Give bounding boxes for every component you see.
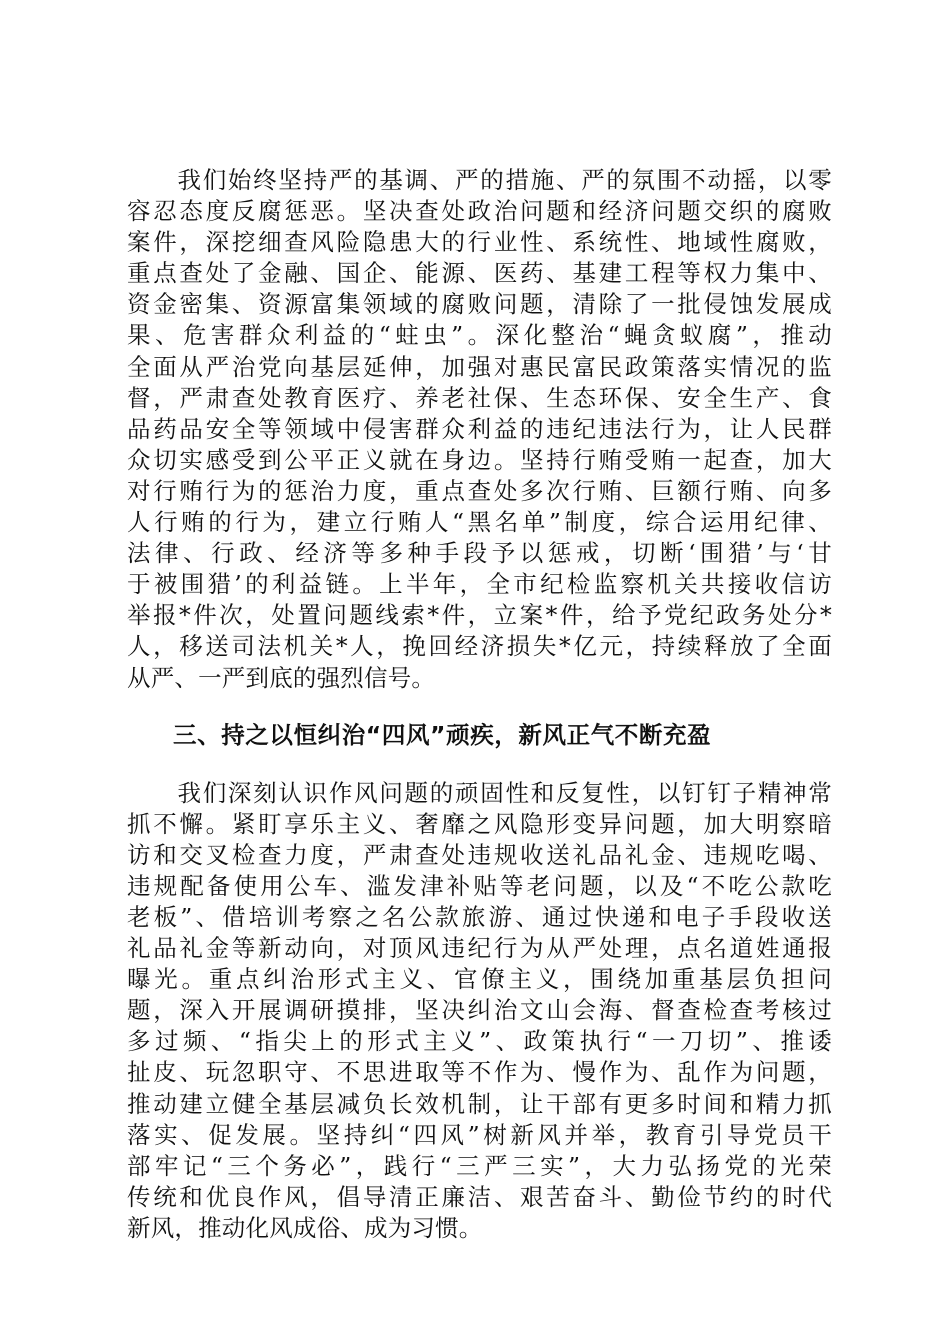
text-line: 品药品安全等领域中侵害群众利益的违纪违法行为，让人民群 <box>127 414 832 443</box>
text-line: 督，严肃查处教育医疗、养老社保、生态环保、安全生产、食 <box>127 383 832 412</box>
text-line: 案件，深挖细查风险隐患大的行业性、系统性、地域性腐败， <box>127 228 832 257</box>
text-line: 举报*件次，处置问题线索*件，立案*件，给予党纪政务处分* <box>127 601 832 630</box>
text-line: 推动建立健全基层减负长效机制，让干部有更多时间和精力抓 <box>127 1089 832 1118</box>
text-line: 传统和优良作风，倡导清正廉洁、艰苦奋斗、勤俭节约的时代 <box>127 1182 832 1211</box>
text-line: 礼品礼金等新动向，对顶风违纪行为从严处理，点名道姓通报 <box>127 934 832 963</box>
text-line: 我们始终坚持严的基调、严的措施、严的氛围不动摇，以零 <box>127 166 832 194</box>
document-body <box>127 165 832 1244</box>
text-line: 容忍态度反腐惩恶。坚决查处政治问题和经济问题交织的腐败 <box>127 197 832 226</box>
text-line: 违规配备使用公车、滥发津补贴等老问题，以及“不吃公款吃 <box>127 871 832 900</box>
text-line: 众切实感受到公平正义就在身边。坚持行贿受贿一起查，加大 <box>127 445 832 474</box>
text-line: 人行贿的行为，建立行贿人“黑名单”制度，综合运用纪律、 <box>127 508 832 537</box>
text-line: 果、危害群众利益的“蛀虫”。深化整治“蝇贪蚁腐”，推动 <box>127 321 832 350</box>
text-line: 曝光。重点纠治形式主义、官僚主义，围绕加重基层负担问 <box>127 965 832 994</box>
text-line: 从严、一严到底的强烈信号。 <box>127 663 436 692</box>
text-line: 新风，推动化风成俗、成为习惯。 <box>127 1213 483 1242</box>
section-heading: 三、持之以恒纠治“四风”顽疾，新风正气不断充盈 <box>173 720 712 749</box>
text-line: 抓不懈。紧盯享乐主义、奢靡之风隐形变异问题，加大明察暗 <box>127 809 832 838</box>
paragraph-anti-corruption <box>127 165 832 694</box>
text-line: 对行贿行为的惩治力度，重点查处多次行贿、巨额行贿、向多 <box>127 476 832 505</box>
text-line: 扯皮、玩忽职守、不思进取等不作为、慢作为、乱作为问题， <box>127 1058 832 1087</box>
text-line: 全面从严治党向基层延伸，加强对惠民富民政策落实情况的监 <box>127 352 832 381</box>
text-line: 人，移送司法机关*人，挽回经济损失*亿元，持续释放了全面 <box>127 632 832 661</box>
text-line: 老板”、借培训考察之名公款旅游、通过快递和电子手段收送 <box>127 902 832 931</box>
text-line: 落实、促发展。坚持纠“四风”树新风并举，教育引导党员干 <box>127 1120 832 1149</box>
text-line: 部牢记“三个务必”，践行“三严三实”，大力弘扬党的光荣 <box>127 1151 832 1180</box>
text-line: 我们深刻认识作风问题的顽固性和反复性，以钉钉子精神常 <box>127 778 832 807</box>
text-line: 法律、行政、经济等多种手段予以惩戒，切断‘围猎’与‘甘 <box>127 539 832 568</box>
text-line: 资金密集、资源富集领域的腐败问题，清除了一批侵蚀发展成 <box>127 290 832 319</box>
text-line: 重点查处了金融、国企、能源、医药、基建工程等权力集中、 <box>127 259 832 288</box>
paragraph-four-winds <box>127 778 832 1244</box>
text-line: 访和交叉检查力度，严肃查处违规收送礼品礼金、违规吃喝、 <box>127 840 832 869</box>
text-line: 多过频、“指尖上的形式主义”、政策执行“一刀切”、推诿 <box>127 1027 832 1056</box>
text-line: 题，深入开展调研摸排，坚决纠治文山会海、督查检查考核过 <box>127 996 832 1025</box>
text-line: 于被围猎’的利益链。上半年，全市纪检监察机关共接收信访 <box>127 570 832 599</box>
